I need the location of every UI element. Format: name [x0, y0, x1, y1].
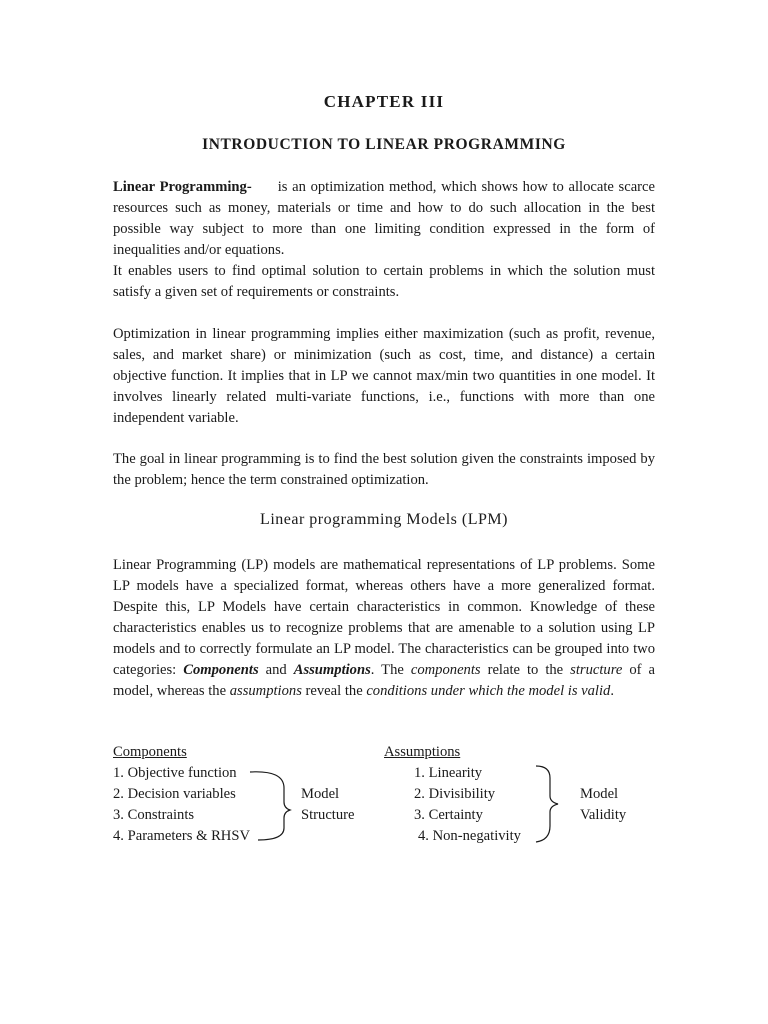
components-list: [113, 742, 250, 847]
list-item: 3. Certainty: [414, 807, 483, 823]
lpm-text-d: of a model, whereas the: [113, 662, 655, 699]
assumptions-list: [384, 742, 521, 847]
assumptions-italic: assumptions: [229, 683, 302, 699]
lp-term: Linear Programming-: [113, 179, 252, 195]
components-italic: components: [410, 662, 481, 678]
lpm-text-end: .: [610, 683, 614, 699]
list-item: 2. Decision variables: [113, 786, 236, 802]
list-item: 3. Constraints: [113, 807, 195, 823]
model-validity-label: Model Validity: [580, 786, 627, 823]
components-brace: [248, 764, 308, 844]
conditions-italic: conditions under which the model is valid: [366, 683, 611, 699]
structure-italic: structure: [570, 662, 623, 678]
intro-paragraph: [113, 177, 655, 303]
chapter-heading: CHAPTER III: [323, 92, 445, 111]
lpm-text-b: . The: [370, 662, 404, 678]
lpm-paragraph: [113, 555, 655, 702]
intro-second-sentence: It enables users to find optimal solution to certain problems in which the solution must satisfy a given set of requirements or constraints.: [113, 263, 655, 300]
lp-definition: is an optimization method, which shows how to allocate scarce resources such as money, materials or time and how to do such allocation in the best possible way subject to more than one limiting condition expressed in the form of inequalities and/or equations.: [113, 179, 655, 258]
list-item: 2. Divisibility: [414, 786, 496, 802]
list-item: 4. Non-negativity: [418, 828, 521, 844]
lpm-text-c: relate to the: [487, 662, 564, 678]
lpm-text-e: reveal the: [305, 683, 363, 699]
list-item: 1. Linearity: [414, 765, 483, 781]
optimization-text: Optimization in linear programming implies either maximization (such as profit, revenue, sales, and market share) or minimization (such as cost, time, and distance) a certain objective function. It implies that in LP we cannot max/min two quantities in one model. It involves linearly related multi-variate functions, i.e., functions with more than one independent variable.: [113, 326, 655, 426]
list-item: 4. Parameters & RHSV: [113, 828, 251, 844]
goal-paragraph: [113, 449, 655, 491]
lpm-text-a: Linear Programming (LP) models are mathematical representations of LP problems. Some LP models have a specialized format, whereas others have a more generalized format. Despite this, LP Models have certain characteristics in common. Knowledge of these characteristics enables us to recognize problems that are amenable to a solution using LP models and to correctly formulate an LP model. The characteristics can be grouped into two categories:: [113, 557, 655, 678]
assumptions-brace: [534, 762, 574, 848]
list-item: 1. Objective function: [113, 765, 237, 781]
assumptions-emphasis: Assumptions: [293, 662, 371, 678]
lpm-section-heading: Linear programming Models (LPM): [260, 511, 508, 528]
assumptions-header: Assumptions: [384, 744, 461, 760]
and-word: and: [265, 662, 287, 678]
chapter-title: INTRODUCTION TO LINEAR PROGRAMMING: [202, 136, 566, 153]
goal-text: The goal in linear programming is to find the best solution given the constraints imposed by the problem; hence the term constrained optimization.: [113, 451, 655, 488]
model-structure-label: Model Structure: [301, 786, 355, 823]
optimization-paragraph: [113, 324, 655, 429]
components-header: Components: [113, 744, 187, 760]
components-emphasis: Components: [183, 662, 259, 678]
